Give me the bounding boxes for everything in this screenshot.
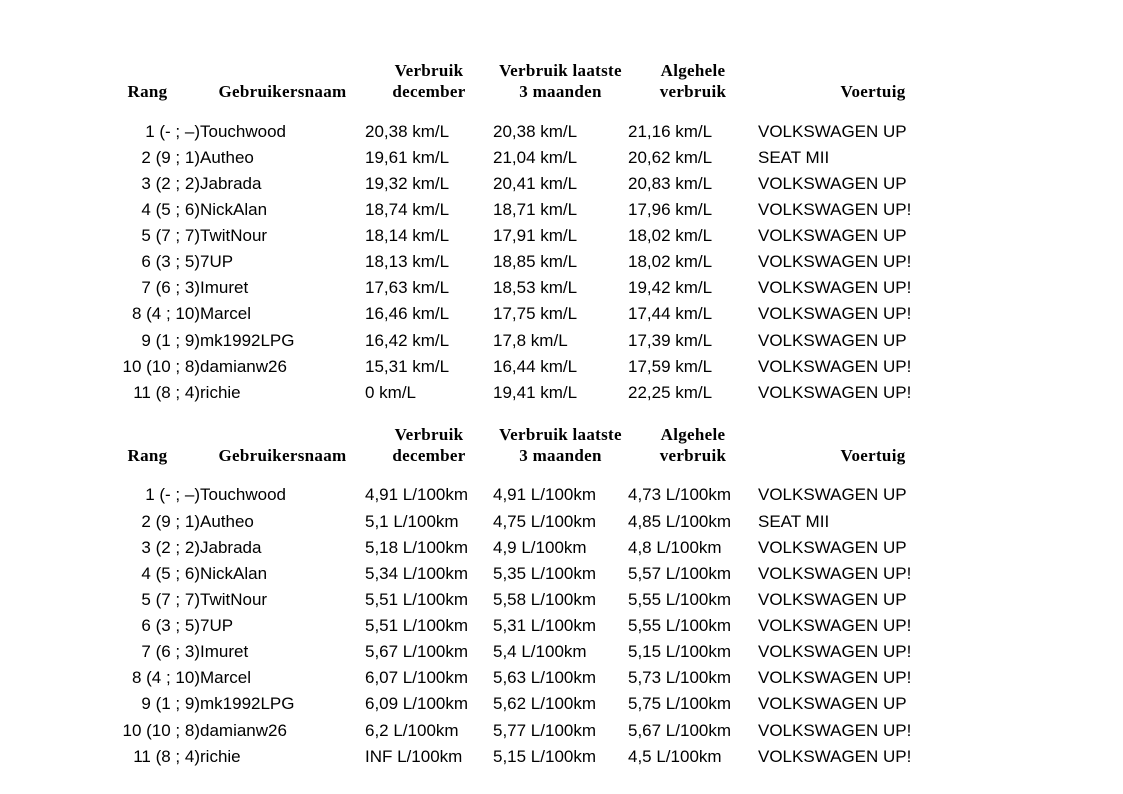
column-header-overall-line1: Algehele bbox=[660, 424, 726, 444]
cell-username: mk1992LPG bbox=[200, 694, 295, 714]
cell-three-months: 5,77 L/100km bbox=[493, 720, 597, 740]
table-row bbox=[95, 119, 988, 145]
cell-username: TwitNour bbox=[200, 226, 268, 245]
column-header-month-consumption bbox=[365, 60, 493, 119]
cell-rank: 2 (9 ; 1) bbox=[141, 147, 200, 167]
cell-rank: 5 (7 ; 7) bbox=[141, 589, 200, 609]
cell-rank: 1 (- ; –) bbox=[145, 485, 200, 505]
cell-overall: 5,55 L/100km bbox=[628, 589, 732, 609]
cell-overall: 19,42 km/L bbox=[628, 278, 713, 298]
cell-rank: 11 (8 ; 4) bbox=[133, 746, 200, 766]
cell-username: TwitNour bbox=[200, 589, 268, 609]
cell-vehicle: VOLKSWAGEN UP bbox=[758, 694, 907, 714]
cell-username: Jabrada bbox=[200, 537, 262, 557]
column-header-overall bbox=[628, 424, 758, 483]
table-row bbox=[95, 275, 988, 301]
cell-vehicle: VOLKSWAGEN UP! bbox=[758, 304, 912, 324]
cell-three-months: 5,15 L/100km bbox=[493, 746, 597, 766]
cell-month: 18,14 km/L bbox=[365, 226, 450, 245]
cell-rank: 7 (6 ; 3) bbox=[141, 642, 200, 662]
column-header-rank: Rang bbox=[127, 446, 168, 466]
cell-vehicle: VOLKSWAGEN UP! bbox=[758, 382, 912, 402]
cell-month: 6,2 L/100km bbox=[365, 720, 459, 740]
cell-rank: 1 (- ; –) bbox=[145, 121, 200, 141]
cell-vehicle: VOLKSWAGEN UP! bbox=[758, 199, 912, 219]
cell-rank: 3 (2 ; 2) bbox=[141, 173, 200, 193]
column-header-month-line2: december bbox=[392, 82, 466, 102]
column-header-overall-line1: Algehele bbox=[660, 61, 726, 80]
cell-month: 5,34 L/100km bbox=[365, 563, 469, 583]
column-header-month-line1: Verbruik bbox=[394, 61, 464, 80]
cell-month: 18,74 km/L bbox=[365, 199, 450, 219]
cell-three-months: 20,38 km/L bbox=[493, 121, 578, 141]
cell-month: 5,51 L/100km bbox=[365, 616, 469, 635]
cell-overall: 17,59 km/L bbox=[628, 356, 713, 376]
table-row bbox=[95, 535, 988, 561]
cell-three-months: 4,91 L/100km bbox=[493, 485, 597, 505]
cell-overall: 22,25 km/L bbox=[628, 382, 713, 402]
cell-overall: 5,55 L/100km bbox=[628, 616, 732, 635]
cell-month: 17,63 km/L bbox=[365, 278, 450, 298]
cell-username: NickAlan bbox=[200, 563, 268, 583]
cell-three-months: 5,31 L/100km bbox=[493, 616, 597, 635]
cell-vehicle: SEAT MII bbox=[758, 511, 830, 531]
cell-username: richie bbox=[200, 746, 241, 766]
cell-three-months: 4,75 L/100km bbox=[493, 511, 597, 531]
cell-three-months: 17,8 km/L bbox=[493, 330, 568, 350]
cell-month: 19,32 km/L bbox=[365, 173, 450, 193]
cell-vehicle: VOLKSWAGEN UP bbox=[758, 537, 907, 557]
cell-vehicle: VOLKSWAGEN UP! bbox=[758, 642, 912, 662]
cell-month: 0 km/L bbox=[365, 382, 417, 402]
cell-username: Marcel bbox=[200, 304, 252, 324]
cell-rank: 10 (10 ; 8) bbox=[122, 356, 200, 376]
cell-three-months: 19,41 km/L bbox=[493, 382, 578, 402]
table-row bbox=[95, 613, 988, 639]
column-header-rank: Rang bbox=[127, 82, 168, 102]
cell-month: 20,38 km/L bbox=[365, 121, 450, 141]
cell-username: damianw26 bbox=[200, 720, 287, 740]
column-header-three-months bbox=[493, 60, 628, 119]
cell-rank: 6 (3 ; 5) bbox=[141, 252, 200, 272]
cell-overall: 5,15 L/100km bbox=[628, 642, 732, 662]
cell-username: richie bbox=[200, 382, 241, 402]
table-row bbox=[95, 223, 988, 249]
column-header-month-line1: Verbruik bbox=[394, 424, 464, 444]
cell-rank: 3 (2 ; 2) bbox=[141, 537, 200, 557]
column-header-three-line2: 3 maanden bbox=[519, 446, 602, 466]
cell-rank: 11 (8 ; 4) bbox=[133, 382, 200, 402]
cell-rank: 4 (5 ; 6) bbox=[141, 563, 200, 583]
table-row bbox=[95, 718, 988, 744]
table-row bbox=[95, 744, 988, 770]
table-row bbox=[95, 354, 988, 380]
table-row bbox=[95, 639, 988, 665]
cell-vehicle: VOLKSWAGEN UP bbox=[758, 226, 907, 245]
table-row bbox=[95, 587, 988, 613]
cell-month: 5,1 L/100km bbox=[365, 511, 459, 531]
cell-username: Jabrada bbox=[200, 173, 262, 193]
cell-month: 18,13 km/L bbox=[365, 252, 450, 272]
column-header-month-consumption bbox=[365, 424, 493, 483]
cell-rank: 9 (1 ; 9) bbox=[141, 330, 200, 350]
table-row bbox=[95, 509, 988, 535]
cell-overall: 4,85 L/100km bbox=[628, 511, 732, 531]
column-header-vehicle: Voertuig bbox=[840, 82, 906, 102]
cell-vehicle: VOLKSWAGEN UP bbox=[758, 485, 907, 505]
cell-username: Imuret bbox=[200, 642, 249, 662]
column-header-month-line2: december bbox=[392, 446, 466, 466]
cell-vehicle: VOLKSWAGEN UP! bbox=[758, 278, 912, 298]
cell-username: Touchwood bbox=[200, 121, 287, 141]
column-header-overall-line2: verbruik bbox=[659, 446, 727, 466]
cell-three-months: 18,53 km/L bbox=[493, 278, 578, 298]
cell-overall: 4,5 L/100km bbox=[628, 746, 722, 766]
cell-overall: 17,39 km/L bbox=[628, 330, 713, 350]
cell-month: 5,51 L/100km bbox=[365, 589, 469, 609]
cell-vehicle: VOLKSWAGEN UP! bbox=[758, 720, 912, 740]
cell-rank: 4 (5 ; 6) bbox=[141, 199, 200, 219]
cell-overall: 18,02 km/L bbox=[628, 226, 713, 245]
table-row bbox=[95, 691, 988, 717]
table-row bbox=[95, 301, 988, 327]
cell-vehicle: VOLKSWAGEN UP bbox=[758, 589, 907, 609]
cell-three-months: 16,44 km/L bbox=[493, 356, 578, 376]
cell-three-months: 5,35 L/100km bbox=[493, 563, 597, 583]
cell-vehicle: VOLKSWAGEN UP bbox=[758, 173, 907, 193]
cell-rank: 8 (4 ; 10) bbox=[131, 668, 200, 688]
table-row bbox=[95, 328, 988, 354]
column-header-username: Gebruikersnaam bbox=[218, 446, 347, 466]
table-header-row bbox=[95, 60, 988, 119]
table-row bbox=[95, 197, 988, 223]
column-header-username: Gebruikersnaam bbox=[218, 82, 347, 102]
cell-overall: 4,8 L/100km bbox=[628, 537, 722, 557]
column-header-three-line1: Verbruik laatste bbox=[499, 61, 622, 80]
table-row bbox=[95, 249, 988, 275]
cell-vehicle: SEAT MII bbox=[758, 147, 830, 167]
cell-vehicle: VOLKSWAGEN UP bbox=[758, 330, 907, 350]
cell-month: INF L/100km bbox=[365, 746, 463, 766]
cell-three-months: 17,75 km/L bbox=[493, 304, 578, 324]
column-header-vehicle: Voertuig bbox=[840, 446, 906, 466]
cell-rank: 9 (1 ; 9) bbox=[141, 694, 200, 714]
cell-three-months: 18,71 km/L bbox=[493, 199, 578, 219]
cell-month: 6,09 L/100km bbox=[365, 694, 469, 714]
consumption-table-kml bbox=[95, 60, 988, 406]
cell-rank: 5 (7 ; 7) bbox=[141, 226, 200, 245]
cell-username: 7UP bbox=[200, 616, 234, 635]
cell-overall: 20,62 km/L bbox=[628, 147, 713, 167]
cell-three-months: 5,62 L/100km bbox=[493, 694, 597, 714]
column-header-overall bbox=[628, 60, 758, 119]
cell-username: Autheo bbox=[200, 147, 254, 167]
cell-three-months: 4,9 L/100km bbox=[493, 537, 587, 557]
cell-rank: 8 (4 ; 10) bbox=[131, 304, 200, 324]
cell-three-months: 21,04 km/L bbox=[493, 147, 578, 167]
table-row bbox=[95, 380, 988, 406]
cell-month: 16,42 km/L bbox=[365, 330, 450, 350]
cell-rank: 7 (6 ; 3) bbox=[141, 278, 200, 298]
cell-vehicle: VOLKSWAGEN UP! bbox=[758, 616, 912, 635]
cell-vehicle: VOLKSWAGEN UP bbox=[758, 121, 907, 141]
cell-overall: 5,73 L/100km bbox=[628, 668, 732, 688]
cell-overall: 17,44 km/L bbox=[628, 304, 713, 324]
cell-month: 6,07 L/100km bbox=[365, 668, 469, 688]
cell-vehicle: VOLKSWAGEN UP! bbox=[758, 356, 912, 376]
cell-vehicle: VOLKSWAGEN UP! bbox=[758, 668, 912, 688]
cell-overall: 5,75 L/100km bbox=[628, 694, 732, 714]
cell-overall: 18,02 km/L bbox=[628, 252, 713, 272]
table-row bbox=[95, 482, 988, 508]
column-header-overall-line2: verbruik bbox=[659, 82, 727, 102]
cell-username: mk1992LPG bbox=[200, 330, 295, 350]
table-row bbox=[95, 145, 988, 171]
table-row bbox=[95, 665, 988, 691]
cell-overall: 21,16 km/L bbox=[628, 121, 713, 141]
cell-vehicle: VOLKSWAGEN UP! bbox=[758, 252, 912, 272]
cell-month: 16,46 km/L bbox=[365, 304, 450, 324]
table-header-row bbox=[95, 424, 988, 483]
cell-vehicle: VOLKSWAGEN UP! bbox=[758, 746, 912, 766]
cell-username: Imuret bbox=[200, 278, 249, 298]
cell-overall: 5,67 L/100km bbox=[628, 720, 732, 740]
cell-rank: 2 (9 ; 1) bbox=[141, 511, 200, 531]
cell-username: Marcel bbox=[200, 668, 252, 688]
cell-rank: 10 (10 ; 8) bbox=[122, 720, 200, 740]
cell-username: Autheo bbox=[200, 511, 254, 531]
table-row bbox=[95, 171, 988, 197]
cell-overall: 20,83 km/L bbox=[628, 173, 713, 193]
cell-overall: 5,57 L/100km bbox=[628, 563, 732, 583]
cell-three-months: 17,91 km/L bbox=[493, 226, 578, 245]
cell-three-months: 5,58 L/100km bbox=[493, 589, 597, 609]
cell-overall: 4,73 L/100km bbox=[628, 485, 732, 505]
cell-month: 15,31 km/L bbox=[365, 356, 450, 376]
cell-username: Touchwood bbox=[200, 485, 287, 505]
column-header-three-months bbox=[493, 424, 628, 483]
cell-three-months: 5,63 L/100km bbox=[493, 668, 597, 688]
cell-rank: 6 (3 ; 5) bbox=[141, 616, 200, 635]
cell-username: 7UP bbox=[200, 252, 234, 272]
consumption-table-l100km bbox=[95, 424, 988, 770]
cell-month: 4,91 L/100km bbox=[365, 485, 469, 505]
column-header-three-line1: Verbruik laatste bbox=[499, 424, 622, 444]
cell-three-months: 5,4 L/100km bbox=[493, 642, 587, 662]
column-header-three-line2: 3 maanden bbox=[519, 82, 602, 102]
cell-month: 5,67 L/100km bbox=[365, 642, 469, 662]
cell-three-months: 18,85 km/L bbox=[493, 252, 578, 272]
cell-username: damianw26 bbox=[200, 356, 287, 376]
cell-vehicle: VOLKSWAGEN UP! bbox=[758, 563, 912, 583]
cell-three-months: 20,41 km/L bbox=[493, 173, 578, 193]
cell-overall: 17,96 km/L bbox=[628, 199, 713, 219]
cell-month: 19,61 km/L bbox=[365, 147, 450, 167]
cell-month: 5,18 L/100km bbox=[365, 537, 469, 557]
cell-username: NickAlan bbox=[200, 199, 268, 219]
table-row bbox=[95, 561, 988, 587]
